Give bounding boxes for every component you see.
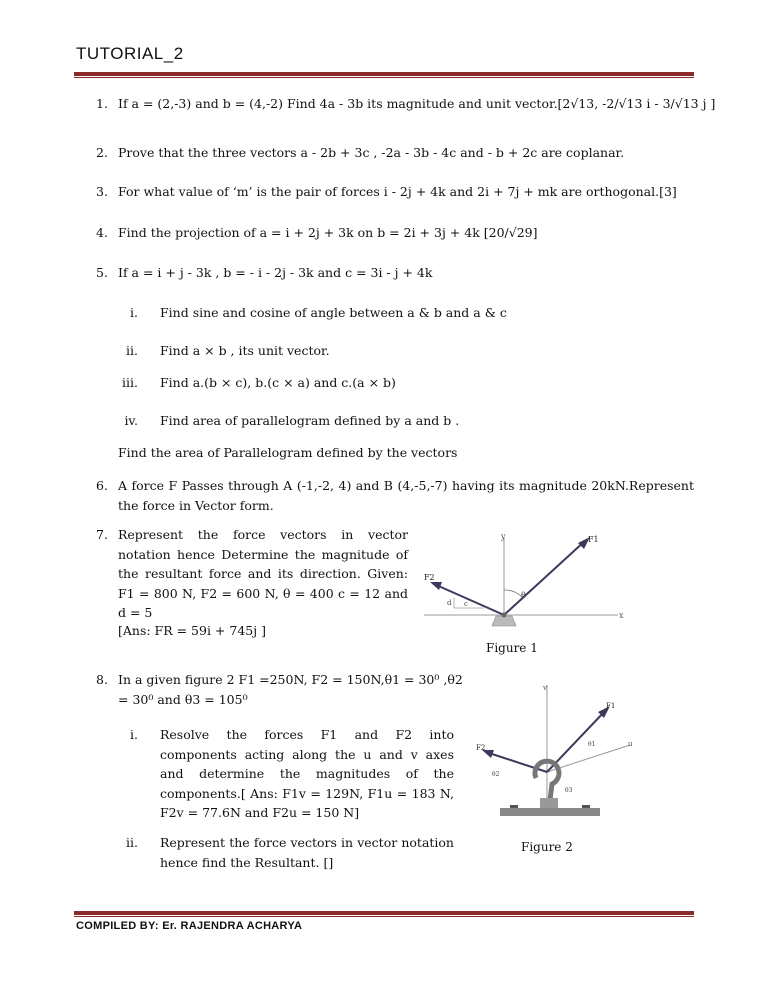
fig2-bolt-left bbox=[510, 805, 518, 808]
fig2-u-label: u bbox=[628, 740, 633, 748]
fig1-pin bbox=[502, 613, 507, 618]
q5-sub4-text: Find area of parallelogram defined by a and b . bbox=[160, 413, 460, 428]
q4-number: 4. bbox=[96, 225, 108, 240]
figure-1-caption: Figure 1 bbox=[486, 641, 538, 655]
fig1-d-label: d bbox=[447, 599, 452, 607]
figure-1 bbox=[418, 530, 628, 640]
fig2-plate bbox=[500, 808, 600, 816]
q5-sub3-text: Find a.(b × c), b.(c × a) and c.(a × b) bbox=[160, 375, 396, 390]
fig2-f2-label: F2 bbox=[476, 744, 486, 752]
q5-text: If a = i + j - 3k , b = - i - 2j - 3k and c = 3i - j + 4k bbox=[118, 265, 433, 280]
footer-rule bbox=[74, 911, 694, 915]
footer-compiled-by: COMPILED BY: Er. RAJENDRA ACHARYA bbox=[76, 920, 303, 932]
header-rule bbox=[74, 72, 694, 76]
fig1-f2-arrow bbox=[434, 584, 504, 615]
fig1-f1-arrow bbox=[504, 540, 586, 615]
fig1-f2-label: F2 bbox=[424, 573, 435, 582]
fig1-f2-head bbox=[430, 582, 442, 590]
q7-text: Represent the force vectors in vector notation hence Determine the magnitude of the resultant force and its direction. Given: F1 = 800 N, F2 = 600 N, θ = 400 c = 12 and d = 5 bbox=[118, 527, 408, 620]
fig2-v-label: v bbox=[543, 684, 547, 692]
q7-number: 7. bbox=[96, 527, 108, 542]
fig1-theta-arc bbox=[504, 590, 522, 597]
q5-sub4-number: iv. bbox=[124, 413, 138, 428]
q5-sub1-number: i. bbox=[130, 305, 138, 320]
q3-number: 3. bbox=[96, 184, 108, 199]
page-title: TUTORIAL_2 bbox=[76, 44, 184, 63]
footer-rule-thin bbox=[74, 916, 694, 917]
q1-number: 1. bbox=[96, 96, 108, 111]
fig2-hook-base bbox=[540, 798, 558, 808]
fig1-theta-label: θ bbox=[521, 591, 526, 600]
figure-2-caption: Figure 2 bbox=[521, 840, 573, 854]
q7-answer: [Ans: FR = 59i + 745j ] bbox=[118, 623, 266, 638]
q8-text: In a given figure 2 F1 =250N, F2 = 150N,θ1 = 30⁰ ,θ2 = 30⁰ and θ3 = 105⁰ bbox=[118, 672, 463, 707]
figure-2 bbox=[470, 680, 640, 840]
q5-sub1-text: Find sine and cosine of angle between a & b and a & c bbox=[160, 305, 507, 320]
q8-sub2-number: ii. bbox=[126, 835, 138, 850]
q8-sub1-text: Resolve the forces F1 and F2 into components acting along the u and v axes and determine the magnitudes of the components.[ Ans: F1v = 129N, F1u = 183 N, F2v = 77.6N and F2u = 150 N] bbox=[160, 727, 454, 820]
q2-text: Prove that the three vectors a - 2b + 3c , -2a - 3b - 4c and - b + 2c are coplanar. bbox=[118, 145, 625, 160]
fig2-f1-label: F1 bbox=[606, 702, 616, 710]
q5-sub2-number: ii. bbox=[126, 343, 138, 358]
q4-text: Find the projection of a = i + 2j + 3k on b = 2i + 3j + 4k [20/√29] bbox=[118, 225, 538, 240]
fig1-f1-label: F1 bbox=[588, 535, 599, 544]
q8-sub1-number: i. bbox=[130, 727, 138, 742]
q5-sub3-number: iii. bbox=[122, 375, 138, 390]
q3-text: For what value of ‘m’ is the pair of forces i - 2j + 4k and 2i + 7j + mk are orthogonal.[3] bbox=[118, 184, 677, 199]
fig2-theta1-label: θ1 bbox=[588, 741, 596, 748]
fig1-y-label: y bbox=[501, 532, 506, 541]
q6-text: A force F Passes through A (-1,-2, 4) and B (4,-5,-7) having its magnitude 20kN.Represent the force in Vector form. bbox=[118, 478, 694, 513]
q1-text: If a = (2,-3) and b = (4,-2) Find 4a - 3b its magnitude and unit vector.[2√13, -2/√13 i - 3/√13 j ] bbox=[118, 96, 716, 111]
q5-number: 5. bbox=[96, 265, 108, 280]
q5-extra-text: Find the area of Parallelogram defined by the vectors bbox=[118, 445, 458, 460]
q8-number: 8. bbox=[96, 672, 108, 687]
q5-sub2-text: Find a × b , its unit vector. bbox=[160, 343, 330, 358]
fig2-bolt-right bbox=[582, 805, 590, 808]
fig2-theta2-label: θ2 bbox=[492, 771, 500, 778]
fig2-theta3-label: θ3 bbox=[565, 787, 573, 794]
fig1-x-label: x bbox=[619, 611, 624, 620]
q2-number: 2. bbox=[96, 145, 108, 160]
fig1-c-label: c bbox=[464, 600, 468, 608]
q6-number: 6. bbox=[96, 478, 108, 493]
q8-sub2-text: Represent the force vectors in vector notation hence find the Resultant. [] bbox=[160, 835, 454, 870]
header-rule-thin bbox=[74, 77, 694, 78]
